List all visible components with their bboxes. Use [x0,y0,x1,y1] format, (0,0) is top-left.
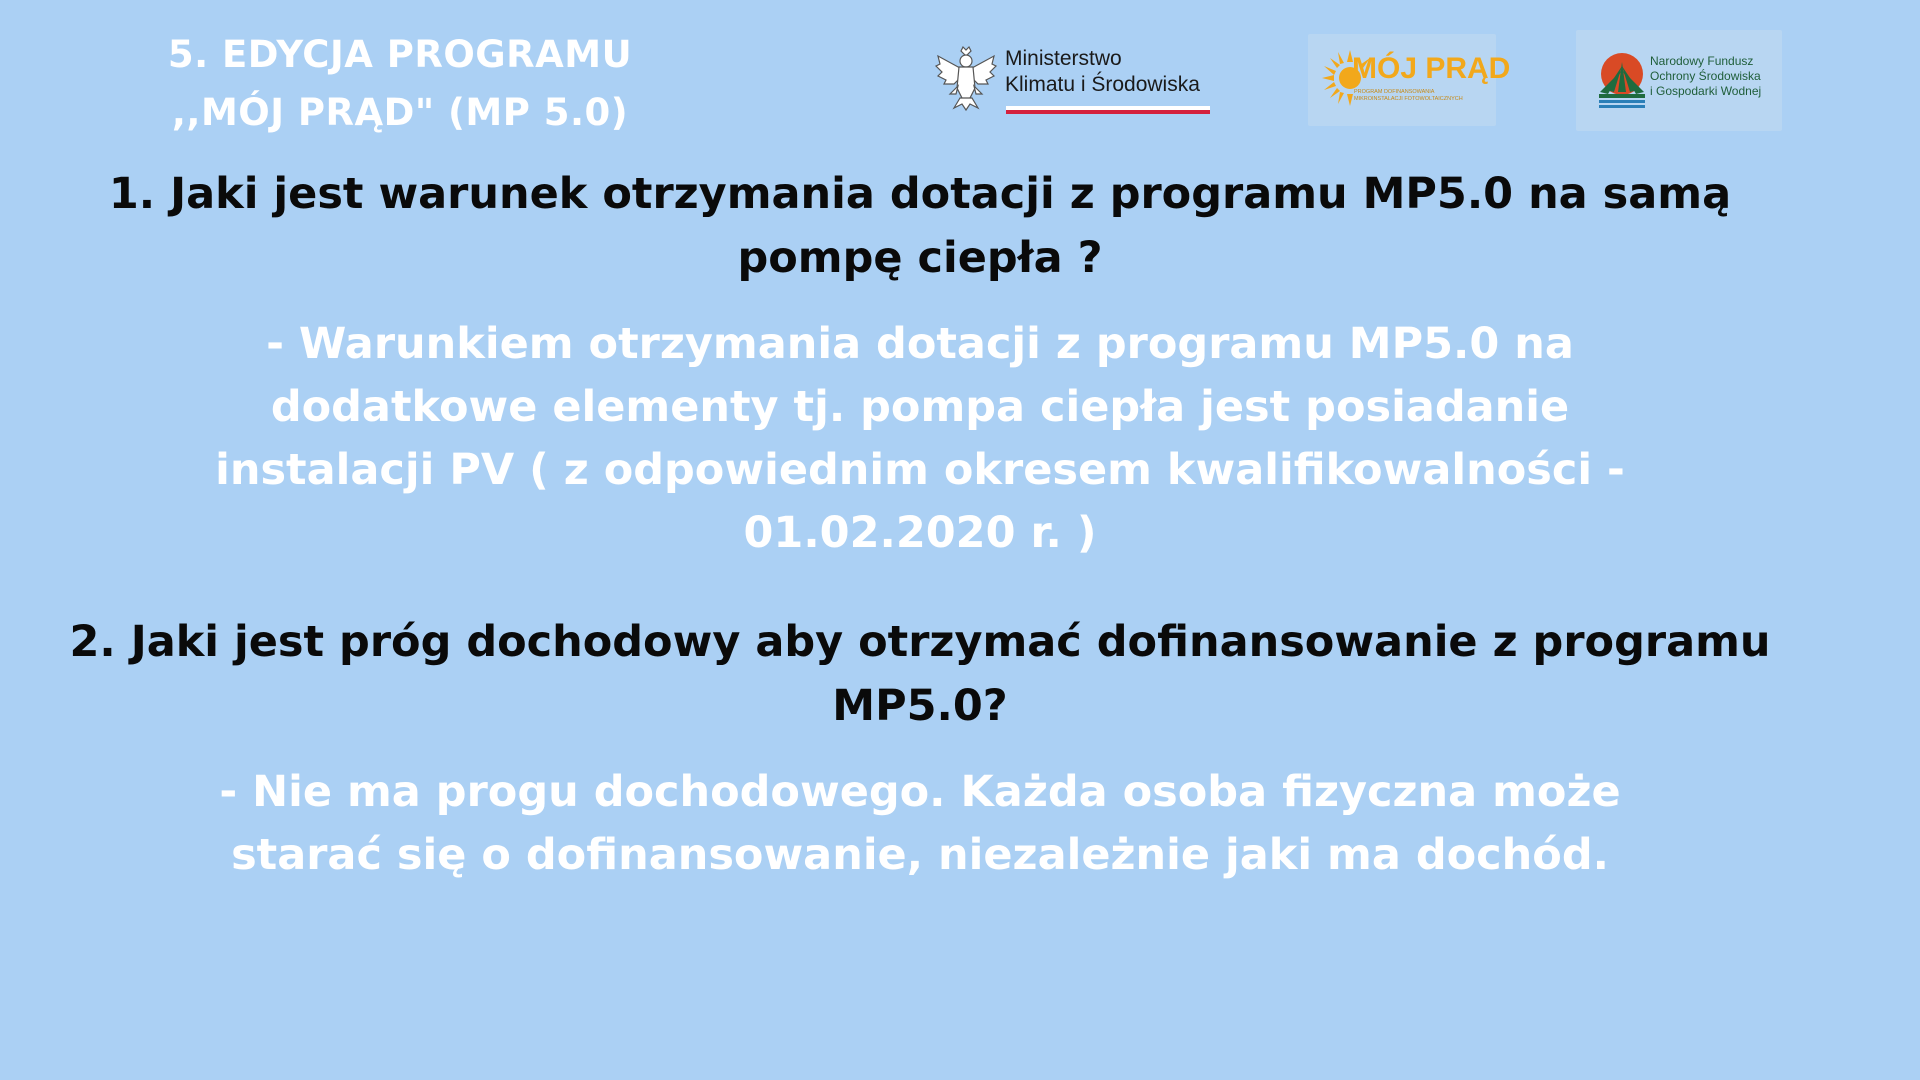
answer-1-line-2: dodatkowe elementy tj. pompa ciepła jest posiadanie [270,382,1570,432]
answer-1-line-1: - Warunkiem otrzymania dotacji z programu MP5.0 na [266,319,1574,369]
nfosigw-logo [1576,30,1782,131]
nfosigw-name-line-2: Ochrony Środowiska [1650,69,1761,83]
ministry-name-line-2: Klimatu i Środowiska [1005,73,1200,96]
answer-2-line-1: - Nie ma progu dochodowego. Każda osoba fizyczna może [219,767,1621,817]
polish-flag-stripe [1006,106,1210,114]
program-title-line-2: ,,MÓJ PRĄD" (MP 5.0) [171,91,629,134]
program-title-line-1: 5. EDYCJA PROGRAMU [167,33,633,76]
ministry-name-line-1: Ministerstwo [1005,47,1122,70]
moj-prad-logo [1308,34,1511,126]
ministry-name [1005,46,1200,98]
question-2-line-2: MP5.0? [832,681,1008,731]
nfosigw-emblem-icon [1596,52,1648,110]
question-1-line-2: pompę ciepła ? [737,233,1103,283]
answer-1 [160,313,1680,565]
moj-prad-wordmark: MÓJ PRĄD [1352,52,1511,85]
program-title [130,26,670,142]
nfosigw-name [1650,54,1761,99]
moj-prad-subtext: PROGRAM DOFINANSOWANIA MIKROINSTALACJI FOTOWOLTAICZNYCH [1354,89,1463,102]
answer-1-line-4: 01.02.2020 r. ) [743,508,1097,558]
question-2-line-1: 2. Jaki jest próg dochodowy aby otrzymać dofinansowanie z programu [69,617,1771,667]
answer-2 [160,761,1680,887]
question-2 [60,610,1780,738]
nfosigw-name-line-1: Narodowy Fundusz [1650,54,1754,68]
white-eagle-icon [930,42,1002,114]
question-1-line-1: 1. Jaki jest warunek otrzymania dotacji z programu MP5.0 na samą [108,169,1732,219]
nfosigw-name-line-3: i Gospodarki Wodnej [1650,84,1762,98]
answer-1-line-3: instalacji PV ( z odpowiednim okresem kwalifikowalności - [215,445,1625,495]
answer-2-line-2: starać się o dofinansowanie, niezależnie jaki ma dochód. [231,830,1609,880]
ministry-logo [930,40,1210,118]
question-1 [60,162,1780,290]
